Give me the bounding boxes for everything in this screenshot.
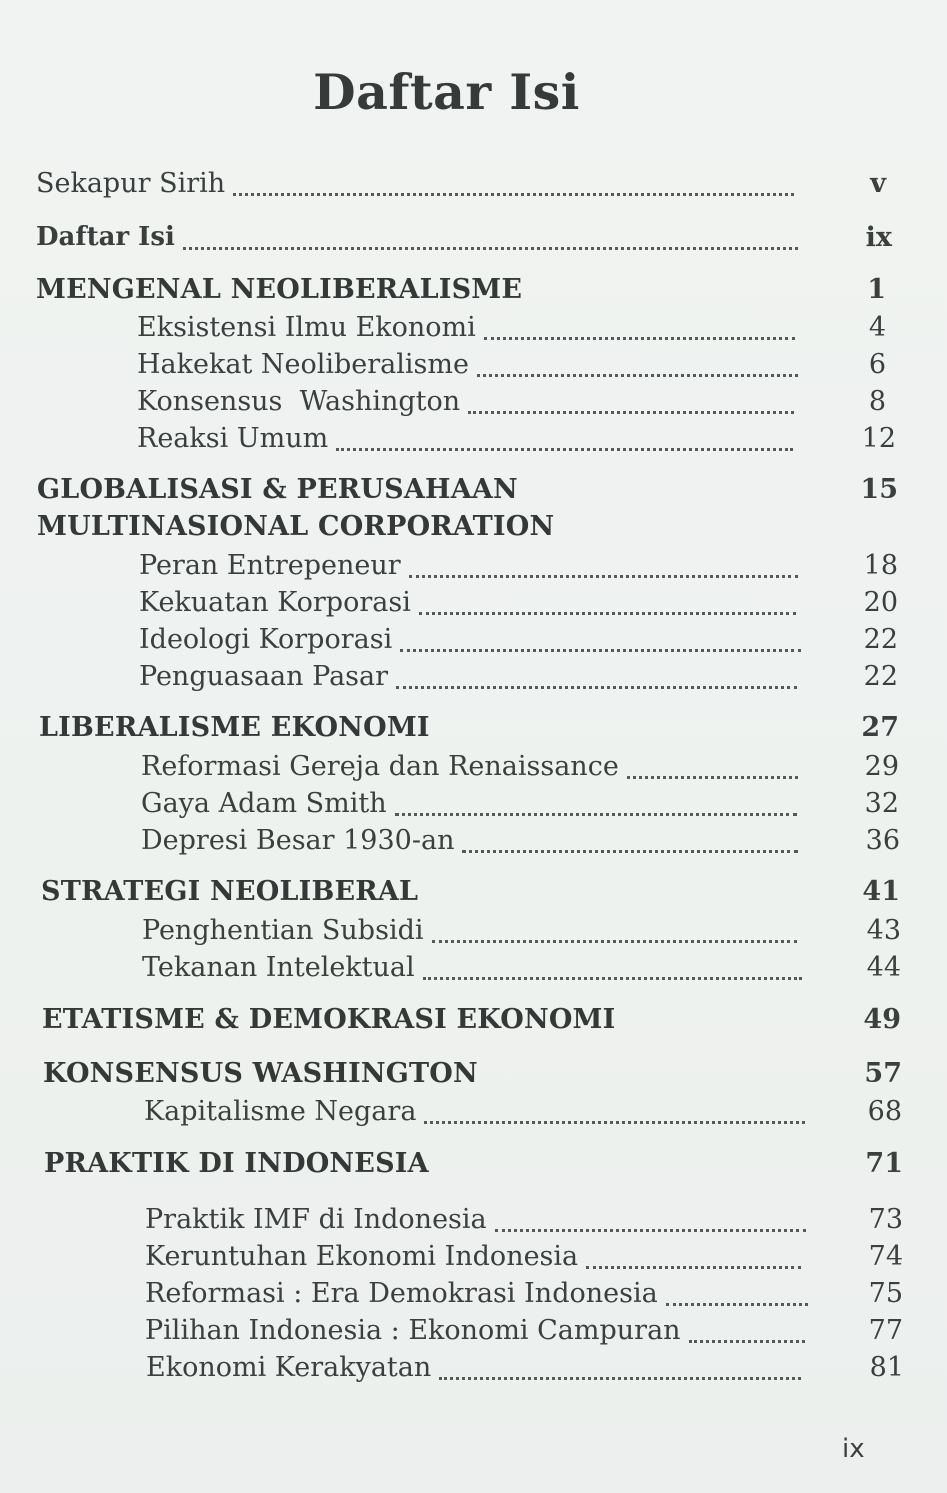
dot-leader [477,374,798,377]
toc-row [145,1204,810,1240]
dot-leader [666,1303,808,1306]
toc-row [142,915,801,951]
page-title: Daftar Isi [313,62,580,121]
toc-label: Reformasi Gereja dan Renaissance [141,751,619,782]
toc-page-number: 44 [866,952,901,983]
toc-row [137,312,799,348]
dot-leader [233,193,794,196]
chapter-heading [42,1004,615,1040]
toc-label: Konsensus Washington [137,386,461,417]
toc-row [145,1315,809,1351]
toc-label: Sekapur Sirih [36,168,226,199]
toc-label: Kekuatan Korporasi [139,587,411,618]
toc-label: Gaya Adam Smith [141,788,387,819]
chapter-title: MENGENAL NEOLIBERALISME [36,274,523,305]
chapter-page-number: 41 [862,876,900,907]
dot-leader [419,612,796,615]
toc-row [145,1241,805,1277]
chapter-title: MULTINASIONAL CORPORATION [37,511,555,542]
dot-leader [439,1377,801,1380]
toc-row [141,751,802,787]
toc-page-number: 6 [868,349,886,380]
dot-leader [400,649,801,652]
dot-leader [484,337,795,340]
dot-leader [586,1266,801,1269]
chapter-title: GLOBALISASI & PERUSAHAAN [37,474,518,505]
toc-page-number: 73 [868,1204,903,1235]
chapter-page-number: 49 [863,1004,901,1035]
toc-row [145,1278,812,1314]
toc-page-number: 29 [864,751,899,782]
toc-label: Penguasaan Pasar [139,661,389,692]
dot-leader [183,247,798,250]
toc-page-number: 74 [868,1241,903,1272]
dot-leader [395,813,797,816]
chapter-title: LIBERALISME EKONOMI [39,712,430,743]
toc-label: Reformasi : Era Demokrasi Indonesia [145,1278,658,1309]
dot-leader [495,1229,806,1232]
dot-leader [396,686,797,689]
toc-label: Daftar Isi [36,222,175,252]
chapter-page-number: 57 [864,1058,902,1089]
toc-label: Eksistensi Ilmu Ekonomi [137,312,476,343]
toc-page-number: 32 [864,788,899,819]
dot-leader [432,940,798,943]
toc-label: Keruntuhan Ekonomi Indonesia [145,1241,579,1272]
toc-page-number: 36 [865,825,900,856]
toc-row [137,349,802,385]
toc-page-number: 8 [868,386,886,417]
toc-label: Ideologi Korporasi [139,624,393,655]
toc-row [142,952,806,988]
chapter-title: STRATEGI NEOLIBERAL [41,876,419,907]
toc-row [139,587,800,623]
toc-row [146,1352,805,1388]
toc-row [141,788,801,824]
dot-leader [424,1121,805,1124]
chapter-page-number: 15 [860,474,898,505]
chapter-heading [41,876,418,912]
page-folio: ix [842,1434,865,1464]
dot-leader [336,448,793,451]
toc-label: Peran Entrepeneur [139,550,401,581]
chapter-page-number: 71 [865,1148,903,1179]
toc-label: Ekonomi Kerakyatan [146,1352,432,1383]
toc-page-number: 4 [868,312,886,343]
dot-leader [689,1340,805,1343]
chapter-title: ETATISME & DEMOKRASI EKONOMI [42,1004,616,1035]
chapter-heading-line2 [37,511,554,547]
toc-page-number: 22 [863,661,898,692]
chapter-heading [37,474,518,510]
toc-page-number: 81 [869,1352,904,1383]
toc-label: Penghentian Subsidi [142,915,424,946]
toc-label: Kapitalisme Negara [144,1096,417,1127]
dot-leader [409,575,798,578]
dot-leader [627,776,798,779]
toc-row [144,1096,809,1132]
toc-page-number: 18 [863,550,898,581]
toc-page-number: 43 [866,915,901,946]
toc-row [139,661,801,697]
toc-row [139,624,805,660]
toc-row [137,423,797,459]
toc-label: Hakekat Neoliberalisme [137,349,469,380]
toc-row [139,550,802,586]
chapter-heading [39,712,430,748]
toc-page-number: 75 [868,1278,903,1309]
toc-page-number: 12 [861,423,896,454]
toc-label: Pilihan Indonesia : Ekonomi Campuran [145,1315,681,1346]
toc-row [141,825,802,861]
toc-page-number: ix [865,222,892,253]
chapter-title: KONSENSUS WASHINGTON [43,1058,478,1089]
toc-page-number: 22 [863,624,898,655]
toc-label: Tekanan Intelektual [142,952,415,983]
dot-leader [462,850,798,853]
toc-row-sekapur-sirih [36,168,798,204]
toc-row-daftar-isi [36,222,802,258]
chapter-page-number: 1 [867,274,886,305]
chapter-title: PRAKTIK DI INDONESIA [44,1148,429,1179]
toc-page-number: 68 [867,1096,902,1127]
toc-page-number: 20 [863,587,898,618]
toc-page-number: 77 [868,1315,903,1346]
toc-label: Reaksi Umum [137,423,329,454]
dot-leader [468,411,794,414]
chapter-page-number: 27 [861,712,899,743]
toc-row [137,386,798,422]
toc-label: Depresi Besar 1930-an [141,825,455,856]
toc-label: Praktik IMF di Indonesia [145,1204,487,1235]
chapter-heading [36,274,522,310]
toc-page-number: v [870,168,886,199]
chapter-heading [44,1148,429,1184]
chapter-heading [43,1058,478,1094]
dot-leader [423,977,802,980]
